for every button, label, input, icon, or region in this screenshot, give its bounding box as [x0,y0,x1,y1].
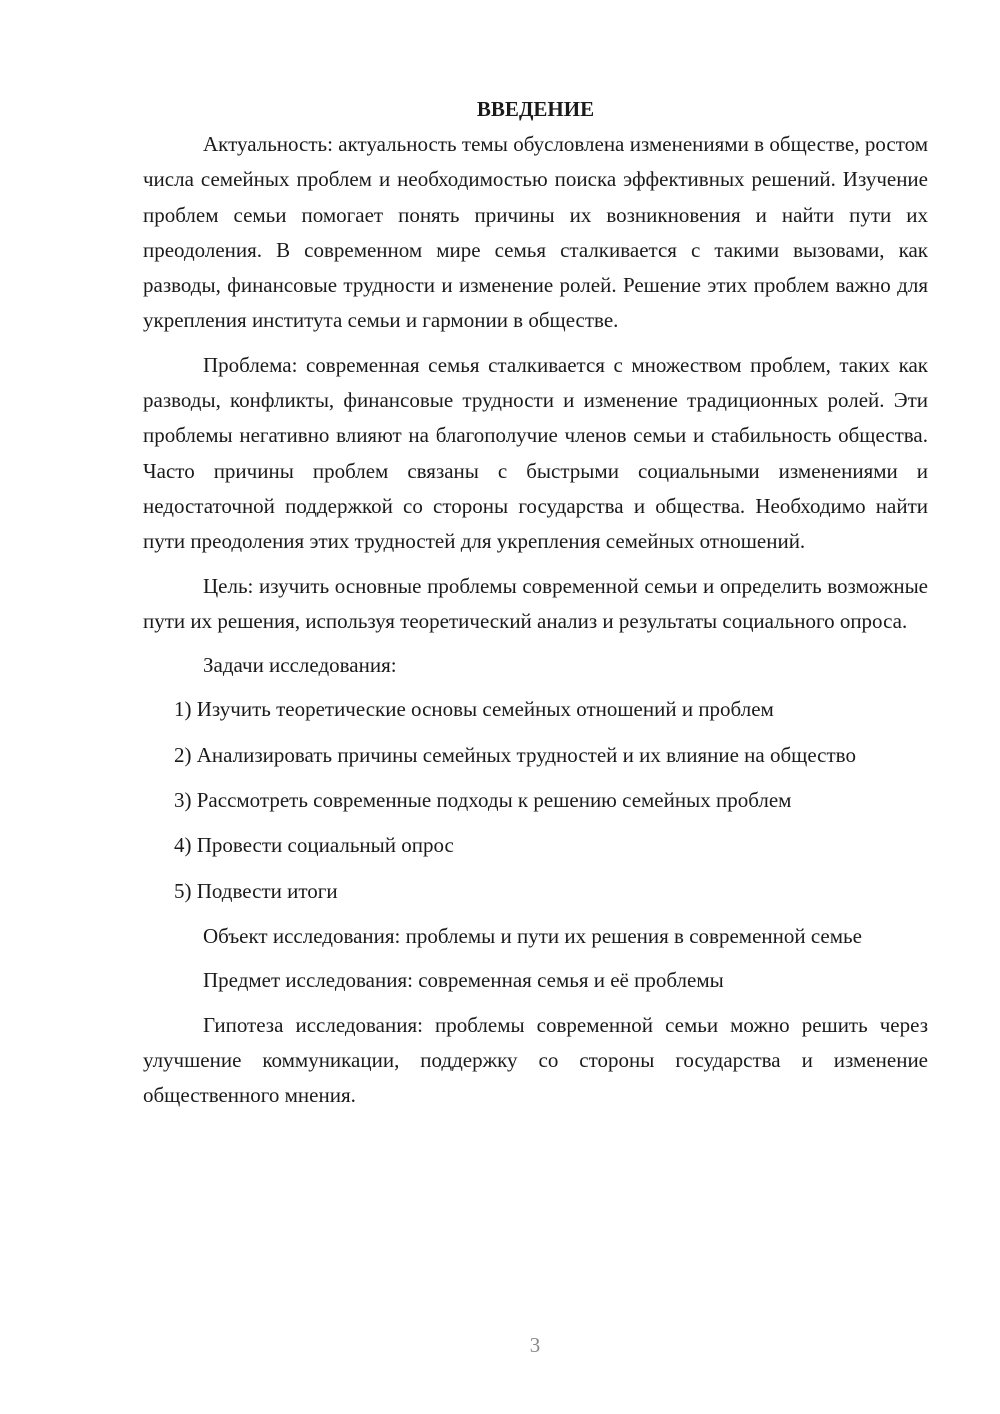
task-item-1: 1) Изучить теоретические основы семейных отношений и проблем [174,697,774,722]
tasks-heading: Задачи исследования: [203,653,397,678]
page-number: 3 [529,1333,541,1357]
relevance-paragraph: Актуальность: актуальность темы обусловлена изменениями в обществе, ростом числа семейных проблем и необходимостью поиска эффективных решений. Изучение проблем семьи помогает понять причины их возникновения и найти пути их преодоления. В современном мире семья сталкивается с такими вызовами, как разводы, финансовые трудности и изменение ролей. Решение этих проблем важно для укрепления института семьи и гармонии в обществе. [143,132,928,333]
hypothesis-paragraph: Гипотеза исследования: проблемы современной семьи можно решить через улучшение коммуникации, поддержку со стороны государства и изменение общественного мнения. [143,1012,928,1108]
page-title: ВВЕДЕНИЕ [476,97,595,121]
problem-paragraph: Проблема: современная семья сталкивается с множеством проблем, таких как разводы, конфликты, финансовые трудности и изменение традиционных ролей. Эти проблемы негативно влияют на благополучие членов семьи и стабильность общества. Часто причины проблем связаны с быстрыми социальными изменениями и недостаточной поддержкой со стороны государства и общества. Необходимо найти пути преодоления этих трудностей для укрепления семейных отношений. [143,352,928,554]
task-item-5: 5) Подвести итоги [174,878,338,903]
task-item-3: 3) Рассмотреть современные подходы к решению семейных проблем [174,788,792,813]
task-item-4: 4) Провести социальный опрос [174,833,454,858]
task-item-2: 2) Анализировать причины семейных трудностей и их влияние на общество [174,742,856,767]
subject-paragraph: Предмет исследования: современная семья и её проблемы [203,968,724,993]
goal-paragraph: Цель: изучить основные проблемы современной семьи и определить возможные пути их решения, используя теоретический анализ и результаты социального опроса. [143,573,928,633]
object-paragraph: Объект исследования: проблемы и пути их решения в современной семье [203,923,862,948]
document-page [143,92,928,1122]
